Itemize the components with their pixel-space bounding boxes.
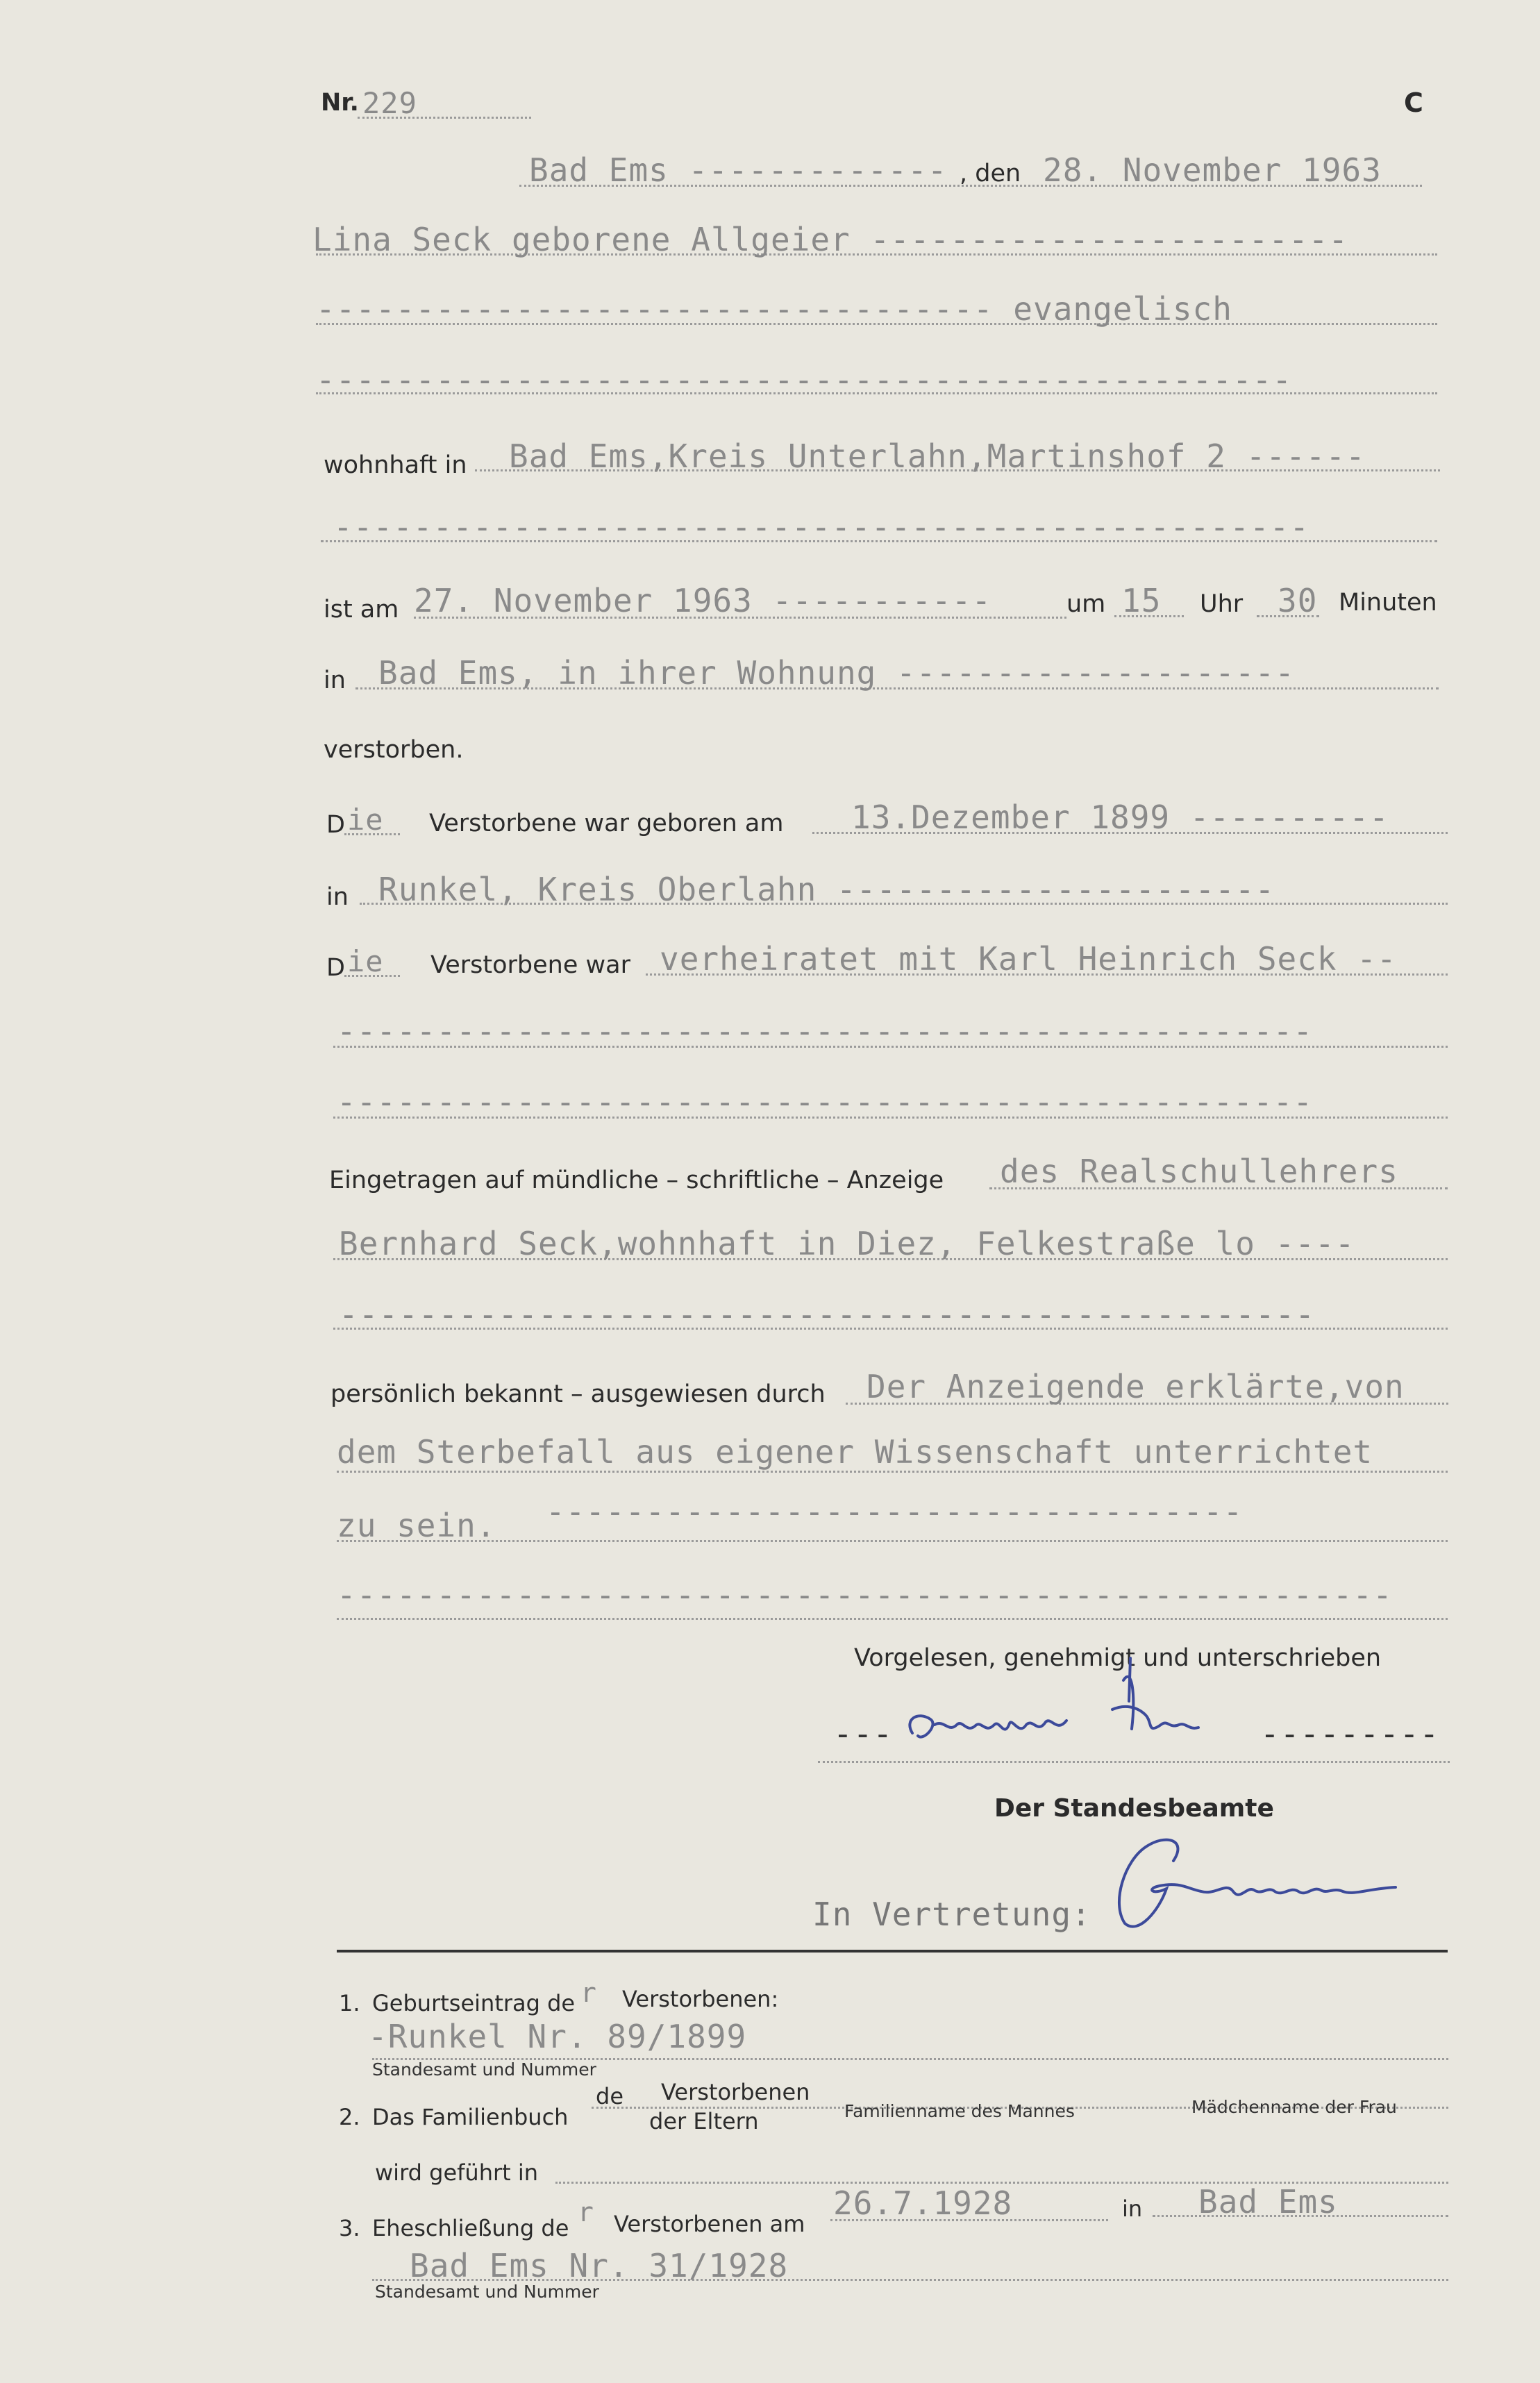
item3-place: Bad Ems bbox=[1198, 2183, 1338, 2221]
deceased-name: Lina Seck geborene Allgeier ------------------------ bbox=[312, 221, 1349, 258]
item2-verstorbenen: Verstorbenen bbox=[661, 2079, 810, 2105]
item3-value: Bad Ems Nr. 31/1928 bbox=[410, 2247, 789, 2284]
identity-line2 bbox=[337, 1471, 1448, 1473]
registrar-signature bbox=[1104, 1819, 1437, 1937]
item2-label: Das Familienbuch bbox=[372, 2104, 569, 2130]
eingetragen-label: Eingetragen auf mündliche – schriftliche – Anzeige bbox=[329, 1167, 944, 1194]
item3-label-a: Eheschließung de bbox=[372, 2215, 569, 2241]
um-label: um bbox=[1066, 590, 1106, 618]
identity-value-2: dem Sterbefall aus eigener Wissenschaft unterrichtet bbox=[337, 1433, 1373, 1471]
registration-filler: ------------------------------------------------- bbox=[339, 1296, 1316, 1333]
identity-label: persönlich bekannt – ausgewiesen durch bbox=[330, 1380, 826, 1408]
item2-eltern: der Eltern bbox=[649, 2108, 759, 2134]
marital-status: verheiratet mit Karl Heinrich Seck -- bbox=[660, 940, 1397, 978]
marital-d-suffix: ie bbox=[347, 944, 384, 978]
birth-place: Runkel, Kreis Oberlahn ---------------------- bbox=[378, 871, 1275, 908]
form-letter: C bbox=[1404, 87, 1423, 118]
footer-divider bbox=[337, 1950, 1448, 1953]
standesbeamte-label: Der Standesbeamte bbox=[994, 1794, 1274, 1823]
sig-dashes-right: --------- bbox=[1260, 1715, 1440, 1753]
item1-value: -Runkel Nr. 89/1899 bbox=[368, 2018, 747, 2055]
birth-d-label: D bbox=[326, 811, 345, 839]
identity-value-3a: zu sein. bbox=[337, 1507, 496, 1544]
death-date: 27. November 1963 ----------- bbox=[414, 582, 992, 619]
item2-wird: wird geführt in bbox=[375, 2159, 539, 2186]
birth-d-suffix: ie bbox=[347, 803, 384, 837]
informant-signature bbox=[903, 1653, 1236, 1771]
geboren-label: Verstorbene war geboren am bbox=[429, 810, 784, 837]
identity-line4 bbox=[337, 1618, 1448, 1620]
item1-label-b: Verstorbenen: bbox=[622, 1986, 779, 2012]
item3-label-b: Verstorbenen am bbox=[614, 2211, 805, 2237]
registry-date: 28. November 1963 bbox=[1043, 151, 1382, 189]
item1-label-a: Geburtseintrag de bbox=[372, 1990, 576, 2016]
sig-dashes-left: --- bbox=[833, 1715, 894, 1753]
informant-title: des Realschullehrers bbox=[1000, 1153, 1398, 1190]
item2-de: de bbox=[596, 2083, 623, 2109]
identity-value-1: Der Anzeigende erklärte,von bbox=[867, 1368, 1405, 1405]
death-hour: 15 bbox=[1121, 582, 1162, 619]
item3-date: 26.7.1928 bbox=[833, 2184, 1013, 2222]
residence-line-2: ------------------------------------------------- bbox=[333, 508, 1310, 546]
item1-caption: Standesamt und Nummer bbox=[372, 2059, 596, 2080]
vorgelesen-label: Vorgelesen, genehmigt und unterschrieben bbox=[854, 1644, 1382, 1672]
identity-line3 bbox=[337, 1540, 1448, 1542]
item2-caption-frau: Mädchenname der Frau bbox=[1191, 2097, 1397, 2117]
marital-d-label: D bbox=[326, 954, 345, 982]
ist-am-label: ist am bbox=[324, 596, 399, 624]
birth-in-label: in bbox=[326, 883, 349, 911]
verstorben-label: verstorben. bbox=[324, 736, 464, 764]
identity-value-4: ----------------------------------------------------- bbox=[337, 1576, 1393, 1614]
war-label: Verstorbene war bbox=[430, 951, 630, 979]
identity-value-3b: ----------------------------------- bbox=[546, 1493, 1244, 1530]
item3-number: 3. bbox=[339, 2215, 360, 2241]
birth-date: 13.Dezember 1899 ---------- bbox=[851, 798, 1389, 836]
informant-name: Bernhard Seck,wohnhaft in Diez, Felkestraße lo ---- bbox=[339, 1225, 1355, 1262]
item1-sup: r bbox=[580, 1978, 597, 2008]
filler-line-3: ------------------------------------------------- bbox=[316, 361, 1293, 399]
uhr-label: Uhr bbox=[1200, 590, 1244, 618]
religion-line: ---------------------------------- evangelisch bbox=[316, 290, 1232, 328]
death-minutes: 30 bbox=[1278, 582, 1318, 619]
marital-line-3: ------------------------------------------------- bbox=[337, 1083, 1314, 1121]
item3-caption: Standesamt und Nummer bbox=[375, 2282, 599, 2302]
item2-caption-mann: Familienname des Mannes bbox=[844, 2101, 1075, 2121]
wohnhaft-label: wohnhaft in bbox=[324, 451, 467, 479]
den-label: , den bbox=[960, 160, 1021, 187]
vertretung-label: In Vertretung: bbox=[812, 1896, 1091, 1933]
death-place: Bad Ems, in ihrer Wohnung -------------------- bbox=[378, 654, 1295, 692]
registry-place: Bad Ems ------------- bbox=[529, 151, 948, 189]
marital-line-2: ------------------------------------------------- bbox=[337, 1012, 1314, 1050]
item3-sup: r bbox=[578, 2197, 594, 2227]
nr-label: Nr. bbox=[321, 89, 359, 117]
item2-number: 2. bbox=[339, 2104, 360, 2130]
minuten-label: Minuten bbox=[1339, 589, 1437, 617]
nr-value: 229 bbox=[362, 86, 417, 120]
item3-in: in bbox=[1122, 2196, 1143, 2222]
residence: Bad Ems,Kreis Unterlahn,Martinshof 2 ------ bbox=[509, 437, 1366, 475]
item1-number: 1. bbox=[339, 1990, 360, 2016]
death-in-label: in bbox=[324, 667, 346, 694]
